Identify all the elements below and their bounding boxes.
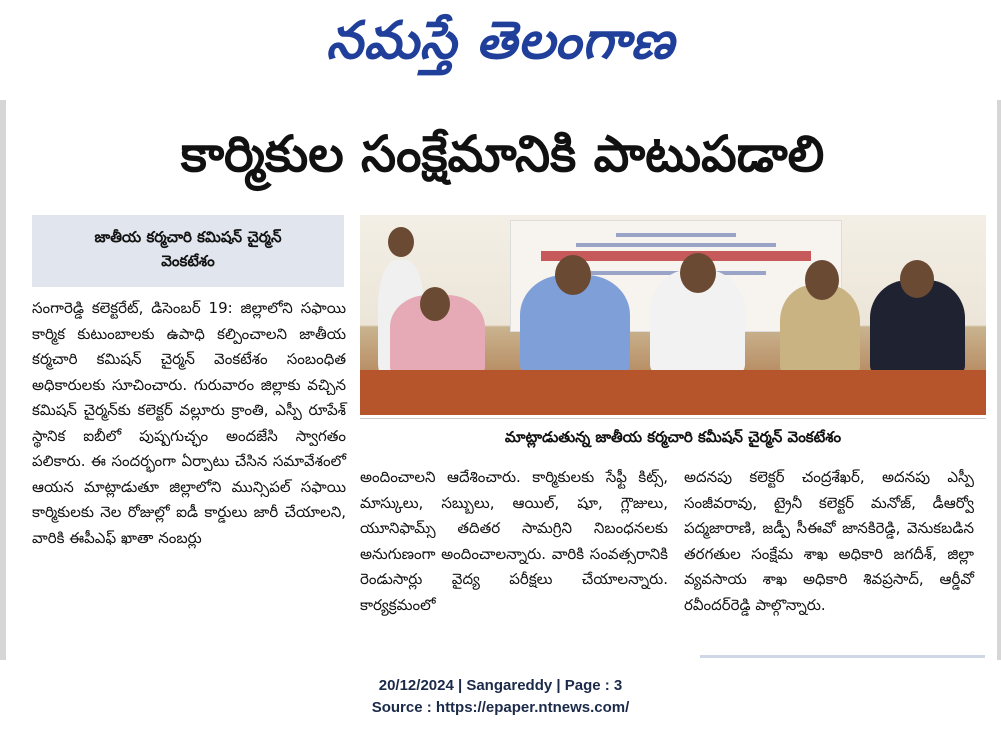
footer-date-line: 20/12/2024 | Sangareddy | Page : 3 (378, 677, 623, 694)
masthead-title: నమస్తే తెలంగాణ (326, 10, 675, 71)
article-column-3: అదనపు కలెక్టర్ చంద్రశేఖర్, అదనపు ఎస్పీ సంజీవరావు, ట్రైనీ కలెక్టర్ మనోజ్, డీఆర్వో పద్మజారాణి, జడ్పీ సీఈవో జానకిరెడ్డి, వెనుకబడిన తరగతుల సంక్షేమ శాఖ అధికారి జగదీశ్, జిల్లా వ్యవసాయ శాఖ అధికారి శివప్రసాద్, ఆర్డీవో రవీందర్‌రెడ్డి పాల్గొన్నారు. (684, 468, 974, 614)
right-rule (997, 100, 1001, 660)
masthead (0, 0, 1001, 95)
left-rule (0, 100, 6, 660)
bottom-rule (700, 655, 985, 658)
article-photo (360, 215, 986, 415)
article-headline (20, 108, 985, 200)
subhead-line-1: జాతీయ కర్మచారి కమిషన్ చైర్మన్ (94, 228, 282, 246)
photo-table (360, 370, 986, 415)
photo-caption-text: మాట్లాడుతున్న జాతీయ కర్మచారి కమీషన్ చైర్మన్ వెంకటేశం (504, 428, 842, 446)
photo-caption (360, 418, 986, 455)
headline-text: కార్మికుల సంక్షేమానికి పాటుపడాలి (180, 125, 825, 183)
article-column-1: సంగారెడ్డి కలెక్టరేట్, డిసెంబర్ 19: జిల్లాలోని సఫాయి కార్మిక కుటుంబాలకు ఉపాధి కల్పించాలని జాతీయ కర్మచారి కమిషన్ చైర్మన్ వెంకటేశం సంబంధిత అధికారులకు సూచించారు. గురువారం జిల్లాకు వచ్చిన కమిషన్ చైర్మన్‌కు కలెక్టర్ వల్లూరు క్రాంతి, ఎస్పీ రూపేశ్ స్థానిక ఐబీలో పుష్పగుచ్ఛం అందజేసి స్వాగతం పలికారు. ఈ సందర్భంగా ఏర్పాటు చేసిన సమావేశంలో ఆయన మాట్లాడుతూ జిల్లాలోని మున్సిపల్ సఫాయి కార్మికులకు నెల రోజుల్లో ఐడీ కార్డులు జారీ చేయాలని, వారికి ఈపీఎఫ్ ఖాతా నంబర్లు (32, 299, 346, 547)
article-column-2: అందించాలని ఆదేశించారు. కార్మికులకు సేఫ్టీ కిట్స్, మాస్కులు, సబ్బులు, ఆయిల్, షూ, గ్లౌజులు, యూనిఫామ్స్ తదితర సామగ్రిని నిబంధనలకు అనుగుణంగా అందించాలన్నారు. వారికి సంవత్సరానికి రెండుసార్లు వైద్య పరీక్షలు చేయాలన్నారు. కార్యక్రమంలో (360, 468, 668, 614)
footer (0, 675, 1001, 719)
footer-source-line: Source : https://epaper.ntnews.com/ (371, 699, 630, 716)
subhead-line-2: వెంకటేశం (161, 252, 215, 270)
article-subhead (32, 215, 344, 287)
